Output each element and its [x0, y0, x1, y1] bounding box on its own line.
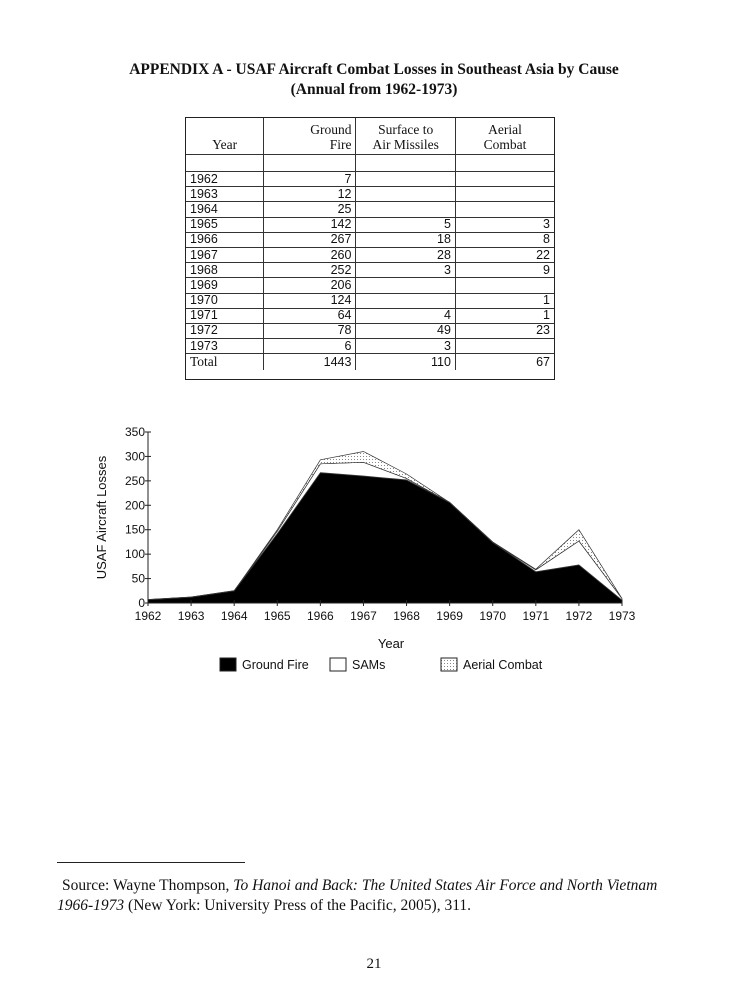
y-tick-label: 0 — [138, 596, 145, 610]
x-tick-label: 1968 — [393, 609, 420, 623]
table-row — [186, 263, 554, 278]
header-sam-line1: Surface to — [378, 122, 434, 137]
cell-sam — [356, 172, 455, 187]
cell-aerial — [455, 187, 554, 202]
appendix-title — [0, 60, 748, 100]
cell-year: 1968 — [186, 263, 264, 278]
x-tick-label: 1967 — [350, 609, 377, 623]
table-row — [186, 232, 554, 247]
cell-aerial — [455, 278, 554, 293]
table-row — [186, 323, 554, 338]
cell-year: 1972 — [186, 323, 264, 338]
y-tick-label: 250 — [124, 473, 145, 488]
cell-ground-fire: 6 — [264, 339, 356, 354]
table-row — [186, 172, 554, 187]
x-tick-label: 1962 — [134, 609, 162, 623]
cell-sam: 3 — [356, 339, 455, 354]
table-row — [186, 247, 554, 262]
header-sam-line2: Air Missiles — [372, 137, 439, 152]
cell-sam — [356, 293, 455, 308]
source-citation — [57, 876, 697, 916]
x-tick-label: 1965 — [263, 609, 291, 623]
table-header-row — [186, 118, 554, 155]
cell-aerial: 1 — [455, 293, 554, 308]
y-tick-label: 300 — [124, 449, 145, 464]
cell-sam — [356, 202, 455, 217]
source-suffix: (New York: University Press of the Pacific, 2005), 311. — [124, 897, 472, 914]
legend-sams — [330, 658, 385, 672]
cell-aerial — [455, 202, 554, 217]
cell-sam: 18 — [356, 232, 455, 247]
losses-table — [185, 117, 555, 380]
cell-aerial: 1 — [455, 308, 554, 323]
cell-sam — [356, 187, 455, 202]
cell-year: 1964 — [186, 202, 264, 217]
cell-aerial — [455, 172, 554, 187]
header-ground-fire-line1: Ground — [310, 122, 352, 137]
y-tick-label: 200 — [124, 498, 145, 513]
footnote-rule — [57, 862, 245, 863]
table-total-row — [186, 354, 554, 371]
cell-ground-fire: 12 — [264, 187, 356, 202]
cell-ground-fire: 142 — [264, 217, 356, 232]
x-tick-label: 1973 — [608, 609, 636, 623]
y-tick-label: 100 — [124, 547, 145, 562]
cell-year: 1970 — [186, 293, 264, 308]
cell-year: 1967 — [186, 247, 264, 262]
table-gap-row — [186, 155, 554, 172]
cell-aerial: 8 — [455, 232, 554, 247]
cell-sam: 4 — [356, 308, 455, 323]
total-ground-fire: 1443 — [264, 354, 356, 371]
table-row — [186, 293, 554, 308]
cell-year: 1969 — [186, 278, 264, 293]
legend-label: Aerial Combat — [463, 658, 543, 672]
cell-aerial: 3 — [455, 217, 554, 232]
cell-ground-fire: 78 — [264, 323, 356, 338]
total-aerial: 67 — [455, 354, 554, 371]
x-tick-label: 1964 — [220, 609, 248, 623]
cell-year: 1962 — [186, 172, 264, 187]
table-row — [186, 187, 554, 202]
legend-swatch — [220, 658, 236, 671]
cell-ground-fire: 124 — [264, 293, 356, 308]
title-line-2: (Annual from 1962-1973) — [290, 81, 458, 98]
header-ground-fire-line2: Fire — [329, 137, 352, 152]
cell-aerial — [455, 339, 554, 354]
cell-ground-fire: 206 — [264, 278, 356, 293]
losses-area-chart — [0, 420, 748, 700]
cell-sam: 5 — [356, 217, 455, 232]
x-tick-label: 1972 — [565, 609, 593, 623]
x-tick-label: 1966 — [307, 609, 334, 623]
header-aerial — [455, 118, 554, 155]
header-sam — [356, 118, 455, 155]
source-prefix: Source: Wayne Thompson, — [62, 877, 234, 894]
y-axis-label: USAF Aircraft Losses — [94, 455, 109, 580]
cell-year: 1965 — [186, 217, 264, 232]
cell-ground-fire: 7 — [264, 172, 356, 187]
x-tick-label: 1963 — [177, 609, 205, 623]
legend-ground-fire — [220, 658, 309, 672]
cell-sam: 49 — [356, 323, 455, 338]
source-book-title: To Hanoi and Back: The United States Air Force and North Vietnam 1966-1973 — [57, 877, 658, 914]
y-tick-label: 50 — [131, 571, 145, 586]
cell-ground-fire: 267 — [264, 232, 356, 247]
header-aerial-line1: Aerial — [488, 122, 522, 137]
legend-label: Ground Fire — [242, 658, 309, 672]
x-tick-label: 1969 — [436, 609, 463, 623]
table-row — [186, 217, 554, 232]
legend-aerial-combat — [441, 658, 543, 672]
header-year: Year — [186, 118, 264, 155]
cell-sam: 3 — [356, 263, 455, 278]
table-row — [186, 308, 554, 323]
header-aerial-line2: Combat — [483, 137, 527, 152]
table-row — [186, 202, 554, 217]
page-number: 21 — [366, 956, 382, 972]
table-row — [186, 278, 554, 293]
cell-year: 1971 — [186, 308, 264, 323]
y-tick-label: 150 — [124, 522, 145, 537]
cell-sam — [356, 278, 455, 293]
cell-aerial: 22 — [455, 247, 554, 262]
cell-ground-fire: 64 — [264, 308, 356, 323]
cell-ground-fire: 252 — [264, 263, 356, 278]
cell-ground-fire: 25 — [264, 202, 356, 217]
cell-ground-fire: 260 — [264, 247, 356, 262]
area-ground-fire — [148, 473, 622, 603]
legend-swatch — [441, 658, 457, 671]
cell-aerial: 9 — [455, 263, 554, 278]
table-row — [186, 339, 554, 354]
legend-label: SAMs — [352, 658, 386, 672]
cell-year: 1963 — [186, 187, 264, 202]
x-axis-label: Year — [377, 636, 405, 651]
cell-year: 1973 — [186, 339, 264, 354]
y-tick-label: 350 — [124, 425, 145, 439]
header-ground-fire — [264, 118, 356, 155]
title-line-1: APPENDIX A - USAF Aircraft Combat Losses in Southeast Asia by Cause — [129, 61, 619, 78]
cell-year: 1966 — [186, 232, 264, 247]
legend-swatch — [330, 658, 346, 671]
x-tick-label: 1971 — [522, 609, 550, 623]
total-sam: 110 — [356, 354, 455, 371]
cell-sam: 28 — [356, 247, 455, 262]
total-label: Total — [190, 354, 218, 370]
cell-aerial: 23 — [455, 323, 554, 338]
x-tick-label: 1970 — [479, 609, 507, 623]
